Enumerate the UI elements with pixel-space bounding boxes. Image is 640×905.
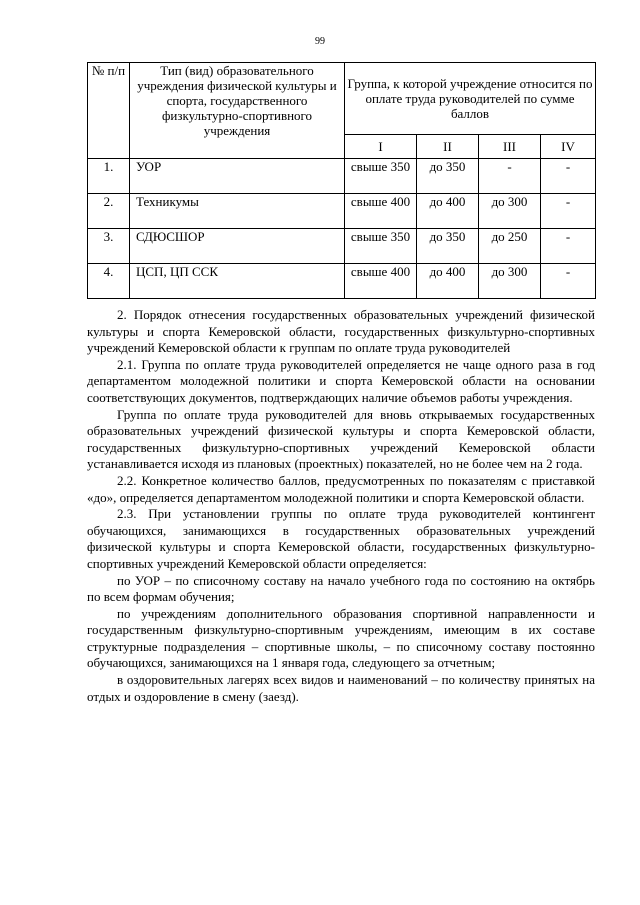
cell-num: 3. bbox=[88, 229, 130, 264]
page-number: 99 bbox=[315, 36, 325, 47]
group-table bbox=[87, 62, 596, 299]
header-group-ii: II bbox=[417, 135, 479, 159]
header-group-iv: IV bbox=[541, 135, 596, 159]
cell-group-i: свыше 350 bbox=[345, 159, 417, 194]
cell-group-i: свыше 400 bbox=[345, 194, 417, 229]
cell-group-iii: до 250 bbox=[479, 229, 541, 264]
header-group: Группа, к которой учреждение относится по оплате труда руководителей по сумме баллов bbox=[345, 63, 596, 135]
table-row bbox=[88, 264, 596, 299]
paragraph-camps: в оздоровительных лагерях всех видов и наименований – по количеству принятых на отдых и оздоровление в смену (заезд). bbox=[87, 672, 595, 704]
cell-group-ii: до 350 bbox=[417, 229, 479, 264]
table-header-row bbox=[88, 63, 596, 135]
paragraph-new-institutions: Группа по оплате труда руководителей для вновь открываемых государственных образовательных учреждений физической культуры и спорта Кемеровской области, государственных физкультурно-спортивных учреждений Кемеровской области устанавливается исходя из плановых (проектных) показателей, но не более чем на 2 года. bbox=[87, 406, 595, 472]
header-group-iii: III bbox=[479, 135, 541, 159]
cell-num: 2. bbox=[88, 194, 130, 229]
cell-num: 1. bbox=[88, 159, 130, 194]
cell-group-iii: - bbox=[479, 159, 541, 194]
table-row bbox=[88, 229, 596, 264]
header-group-i: I bbox=[345, 135, 417, 159]
cell-group-iv: - bbox=[541, 159, 596, 194]
table-row bbox=[88, 159, 596, 194]
paragraph-2-1: 2.1. Группа по оплате труда руководителей определяется не чаще одного раза в год департаментом молодежной политики и спорта Кемеровской области на основании соответствующих документов, подтверждающих наличие объемов работы учреждения. bbox=[87, 356, 595, 405]
cell-group-iv: - bbox=[541, 264, 596, 299]
cell-type: СДЮСШОР bbox=[130, 229, 345, 264]
cell-group-ii: до 400 bbox=[417, 264, 479, 299]
paragraph-additional-education: по учреждениям дополнительного образования спортивной направленности и государственным физкультурно-спортивным учреждениям, имеющим в их составе структурные подразделения – спортивные школы, – по списочному составу постоянно обучающихся, занимающихся на 1 января года, следующего за отчетным; bbox=[87, 605, 595, 671]
section-2-heading: 2. Порядок отнесения государственных образовательных учреждений физической культуры и спорта Кемеровской области, государственных физкультурно-спортивных учреждений Кемеровской области к группам по оплате труда руководителей bbox=[87, 307, 595, 356]
table-row bbox=[88, 194, 596, 229]
cell-group-i: свыше 350 bbox=[345, 229, 417, 264]
cell-group-ii: до 400 bbox=[417, 194, 479, 229]
paragraph-uor: по УОР – по списочному составу на начало учебного года по состоянию на октябрь по всем формам обучения; bbox=[87, 572, 595, 605]
cell-group-ii: до 350 bbox=[417, 159, 479, 194]
paragraph-2-3: 2.3. При установлении группы по оплате труда руководителей контингент обучающихся, занимающихся в государственных образовательных учреждений физической культуры и спорта Кемеровской области, государственных физкультурно-спортивных учреждений Кемеровской области определяется: bbox=[87, 506, 595, 571]
cell-group-i: свыше 400 bbox=[345, 264, 417, 299]
cell-type: Техникумы bbox=[130, 194, 345, 229]
body-text bbox=[87, 307, 595, 705]
cell-group-iii: до 300 bbox=[479, 194, 541, 229]
cell-group-iii: до 300 bbox=[479, 264, 541, 299]
cell-group-iv: - bbox=[541, 194, 596, 229]
cell-type: ЦСП, ЦП ССК bbox=[130, 264, 345, 299]
header-type: Тип (вид) образовательного учреждения физической культуры и спорта, государственного физкультурно-спортивного учреждения bbox=[130, 63, 345, 159]
cell-type: УОР bbox=[130, 159, 345, 194]
paragraph-2-2: 2.2. Конкретное количество баллов, предусмотренных по показателям с приставкой «до», определяется департаментом молодежной политики и спорта Кемеровской области. bbox=[87, 472, 595, 505]
cell-num: 4. bbox=[88, 264, 130, 299]
header-num: № п/п bbox=[88, 63, 130, 159]
cell-group-iv: - bbox=[541, 229, 596, 264]
